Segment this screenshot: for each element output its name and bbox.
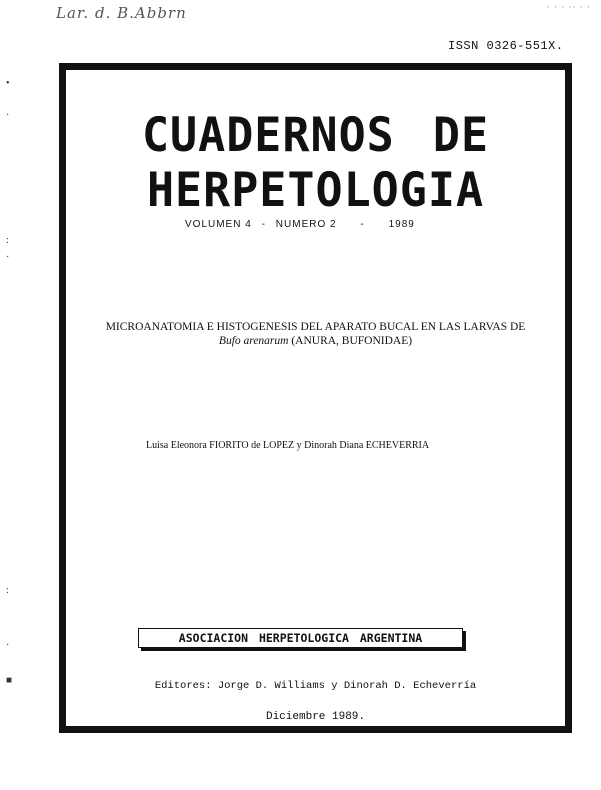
journal-title-line-2: HERPETOLOGIA bbox=[146, 161, 485, 218]
issue-year: 1989 bbox=[388, 219, 415, 230]
volume-label: VOLUMEN 4 bbox=[185, 219, 252, 230]
taxon-name: (ANURA, BUFONIDAE) bbox=[291, 335, 413, 347]
issn-number: ISSN 0326-551X. bbox=[448, 39, 564, 53]
number-label: NUMERO 2 bbox=[275, 219, 337, 230]
publisher-banner: ASOCIACION HERPETOLOGICA ARGENTINA bbox=[138, 628, 463, 648]
editors-line: Editores: Jorge D. Williams y Dinorah D. Echeverría bbox=[154, 680, 477, 692]
issue-separator: - bbox=[360, 219, 365, 230]
species-name: Bufo arenarum bbox=[218, 335, 289, 347]
handwritten-note: Lar. d. B.Abbrn bbox=[56, 4, 187, 22]
journal-title-line-1: CUADERNOS DE bbox=[141, 106, 490, 163]
article-title-line-1: MICROANATOMIA E HISTOGENESIS DEL APARATO BUCAL EN LAS LARVAS DE bbox=[105, 321, 526, 333]
article-title-line-2 bbox=[59, 334, 572, 348]
article-authors: Luisa Eleonora FIORITO de LOPEZ y Dinorah Diana ECHEVERRIA bbox=[146, 440, 430, 451]
issue-separator: - bbox=[261, 219, 266, 230]
scan-specks: · · · ·· · · bbox=[546, 2, 591, 12]
publication-date: Diciembre 1989. bbox=[265, 711, 366, 723]
issue-info bbox=[185, 219, 415, 230]
article-title bbox=[59, 320, 572, 348]
